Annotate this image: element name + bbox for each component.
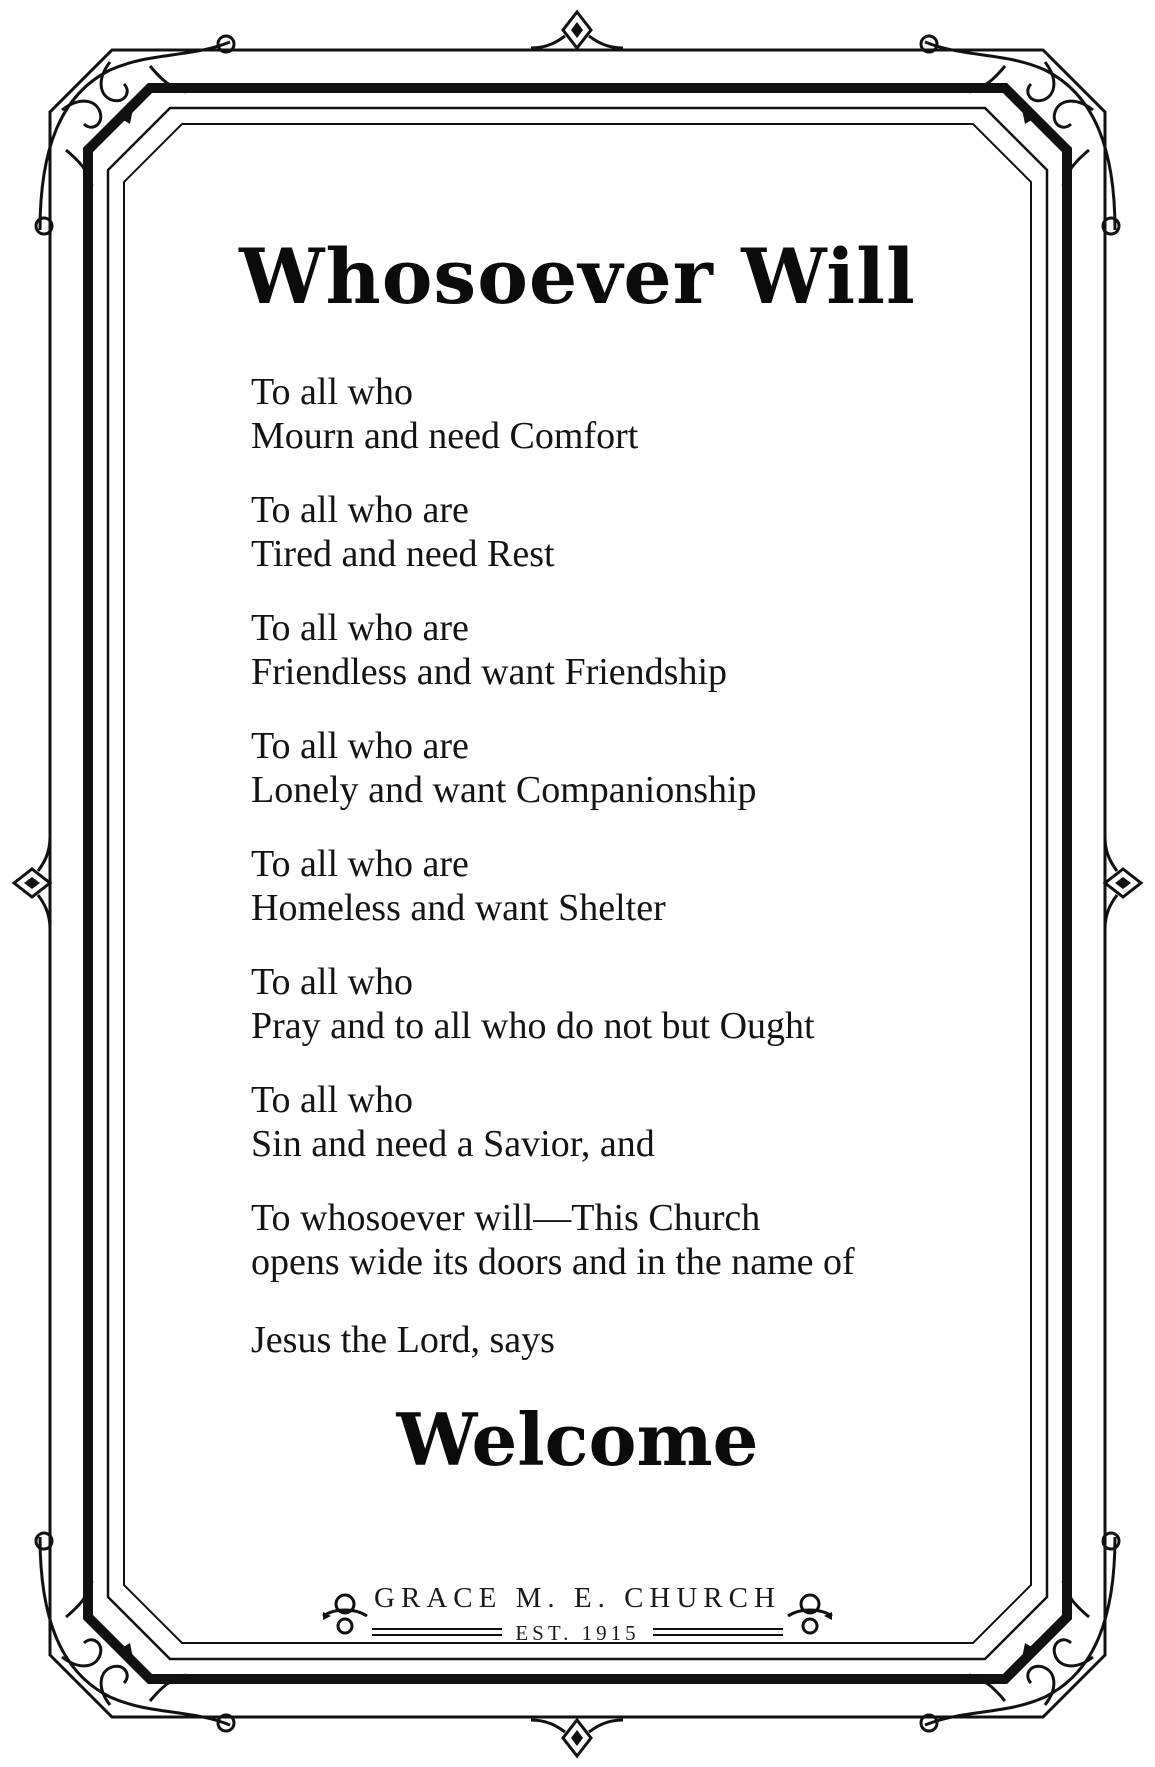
stanza-line: Sin and need a Savior, and	[251, 1123, 655, 1165]
corner-flourish-icon	[921, 36, 1119, 234]
stanza-line: Lonely and want Companionship	[251, 769, 757, 811]
poem-stanza	[251, 960, 971, 1048]
stanza-line: Tired and need Rest	[251, 533, 555, 575]
poem-stanza	[251, 488, 971, 576]
closing-line: Jesus the Lord, says	[251, 1319, 555, 1361]
welcome-heading: Welcome	[396, 1397, 759, 1482]
stanza-line: Homeless and want Shelter	[251, 887, 666, 929]
stanza-line: To all who	[251, 371, 413, 413]
stanza-line: To whosoever will—This Church	[251, 1197, 761, 1239]
stanza-line: To all who are	[251, 725, 469, 767]
poem-stanza	[251, 606, 971, 694]
stanza-line: To all who	[251, 1079, 413, 1121]
stanza-line: Friendless and want Friendship	[251, 651, 728, 693]
diamond-ornament-icon	[14, 837, 50, 929]
stanza-line: Mourn and need Comfort	[251, 415, 639, 457]
stanza-line: opens wide its doors and in the name of	[251, 1241, 855, 1283]
page-title: Whosoever Will	[239, 232, 916, 321]
diamond-ornament-icon	[1105, 837, 1141, 929]
stanza-line: To all who	[251, 961, 413, 1003]
corner-flourish-icon	[36, 36, 234, 234]
poem-stanza	[251, 1196, 971, 1284]
stanza-line: To all who are	[251, 607, 469, 649]
poem-stanza	[251, 724, 971, 812]
church-name: GRACE M. E. CHURCH	[374, 1582, 781, 1614]
poem-stanza	[251, 370, 971, 458]
diamond-ornament-icon	[531, 12, 623, 48]
poem-body	[251, 370, 971, 1314]
diamond-ornament-icon	[531, 1720, 623, 1756]
poem-stanza	[251, 1078, 971, 1166]
stanza-line: To all who are	[251, 489, 469, 531]
poem-stanza	[251, 842, 971, 930]
stanza-line: Pray and to all who do not but Ought	[251, 1005, 815, 1047]
stanza-line: To all who are	[251, 843, 469, 885]
established-year: EST. 1915	[515, 1621, 640, 1645]
